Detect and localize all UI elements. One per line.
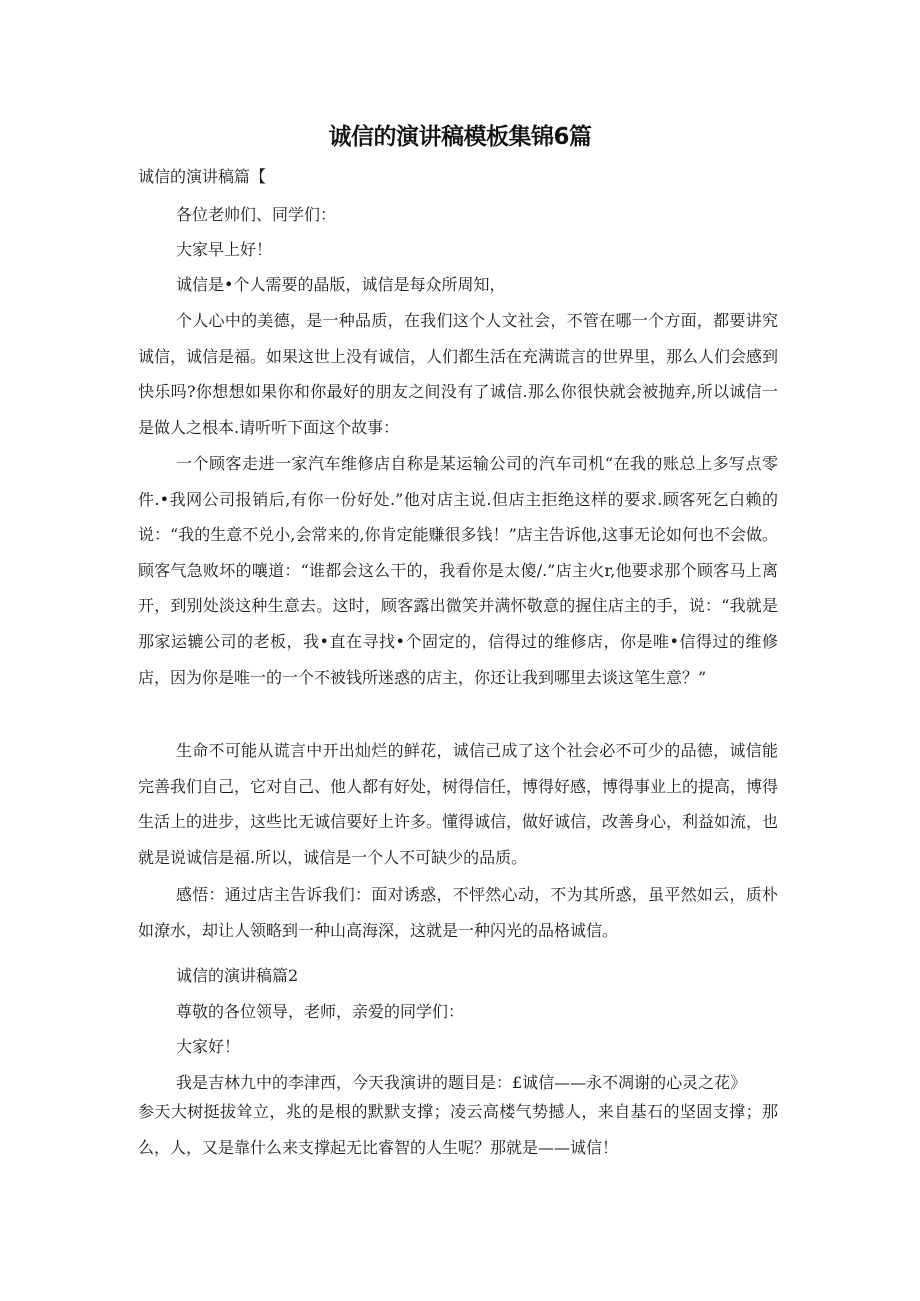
- greeting-line: 各位老帅们、同学们：: [176, 205, 337, 224]
- paragraph-reflection: 感悟：通过店主告诉我们：面对诱惑，不怦然心动，不为其所惑，虽平然如云，质朴如潦水，却让人领略到一种山高海深，这就是一种闪光的品格诚信。: [138, 885, 778, 940]
- hello-line: 大家早上好！: [176, 240, 273, 259]
- paragraph-story: 一个顾客走进一家汽车维修店自称是某运输公司的汽车司机“在我的账总上多写点零件.•我网公司报销后,有你一份好处.”他对店主说.但店主拒绝这样的要求.顾客死乞白赖的说：“我的生意不兑小,会常来的,你肯定能赚很多钱！”店主告诉他,这事无论如何也不会做。顾客气急败坏的嚷道：“谁都会这么干的，我看你是太傻/.”店主火r,他要求那个顾客马上离开，到别处淡这种生意去。这时，顾客露出微笑并满怀敬意的握住店主的手，说：“我就是那家运辘公司的老板，我•直在寻找•个固定的，信得过的维修店，你是唯•信得过的维修店，因为你是唯一的一个不被钱所迷惑的店主，你还让我到哪里去谈这笔生意？”: [138, 454, 778, 687]
- paragraph-1: 个人心中的美德，是一种品质，在我们这个人文社会，不管在哪一个方面，都要讲究诚信，诚信是福。如果这世上没有诚信，人们都生活在充满谎言的世界里，那么人们会感到快乐吗?你想想如果你和你最好的朋友之间没有了诚信.那么你很快就会被抛弃,所以诚信一是做人之根本.请听听下面这个故事：: [138, 311, 779, 437]
- section-heading-1: 诚信的演讲稿篇【: [138, 167, 267, 186]
- intro-line: 诚信是•个人需要的晶版，诚信是每众所周知，: [176, 275, 506, 294]
- intro-line-2: 我是吉林九中的李津西，今天我演讲的题目是：£诚信——永不凋谢的心灵之花》: [176, 1073, 747, 1092]
- paragraph-5: 参天大树挺拔耸立，兆的是根的默默支撑；凌云高楼气势撼人，来自基石的坚固支撑；那么，人，又是靠什么来支撑起无比睿智的人生呢？那就是——诚信！: [138, 1102, 778, 1157]
- greeting-line-2: 尊敬的各位领导，老师，亲爱的同学们：: [176, 1002, 465, 1021]
- paragraph-3: 生命不可能从谎言中开出灿烂的鲜花，诚信己成了这个社会必不可少的品德，诚信能完善我们自己，它对自己、他人都有好处，树得信任，博得好感，博得事业上的提高，博得生活上的进步，这些比无诚信要好上许多。懂得诚信，做好诚信，改善身心，利益如流，也就是说诚信是福.所以，诚信是一个人不可缺少的品质。: [138, 741, 779, 867]
- hello-line-2: 大家好！: [176, 1037, 241, 1056]
- document-title: 诚信的演讲稿模板集锦6篇: [328, 124, 592, 150]
- section-heading-2: 诚信的演讲稿篇2: [176, 966, 299, 985]
